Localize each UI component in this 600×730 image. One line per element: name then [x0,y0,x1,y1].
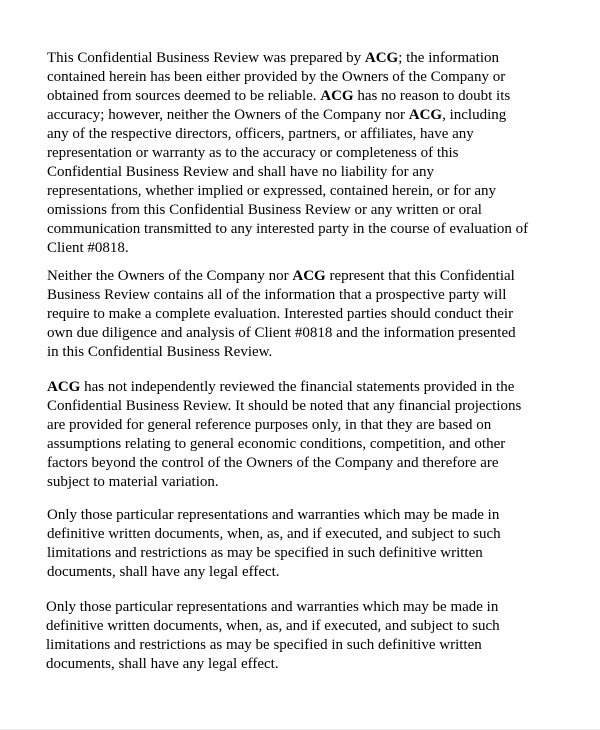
text-line [47,416,521,435]
paragraph-confidentiality-notice [47,49,528,258]
text-run: Confidential Business Review. It should be noted that any financial projections [47,398,522,414]
paragraph-legal-effect-repeat [46,598,500,674]
text-line [46,636,500,655]
text-run: limitations and restrictions as may be specified in such definitive written [47,545,483,561]
bold-text-run: ACG [47,379,81,395]
text-run: representations, whether implied or expressed, contained herein, or for any [47,183,497,199]
text-run: in this Confidential Business Review. [47,344,273,360]
text-run: documents, shall have any legal effect. [47,564,280,580]
text-run: any of the respective directors, officers, partners, or affiliates, have any [47,126,474,142]
text-line [46,598,500,617]
text-line [47,525,501,544]
text-line [47,125,528,144]
paragraph-legal-effect [47,506,501,582]
text-run: definitive written documents, when, as, and if executed, and subject to such [46,618,500,634]
text-line [47,397,521,416]
text-line [47,324,516,343]
text-run: documents, shall have any legal effect. [46,656,279,672]
text-run: Client #0818. [47,240,129,256]
text-line [47,435,521,454]
text-line [47,454,521,473]
text-line [47,378,521,397]
text-run: definitive written documents, when, as, and if executed, and subject to such [47,526,501,542]
text-run: This Confidential Business Review was prepared by [47,50,365,66]
text-line [47,563,501,582]
text-line [47,220,528,239]
text-line [47,182,528,201]
text-run: require to make a complete evaluation. Interested parties should conduct their [47,306,514,322]
text-line [47,239,528,258]
text-line [47,49,528,68]
text-line [47,267,516,286]
text-run: subject to material variation. [47,474,219,490]
text-run: represent that this Confidential [325,268,515,284]
text-line [47,506,501,525]
text-run: has no reason to doubt its [353,88,511,104]
text-line [47,473,521,492]
text-run: contained herein has been either provided by the Owners of the Company or [47,69,506,85]
text-line [47,286,516,305]
text-line [47,68,528,87]
text-run: Confidential Business Review and shall have no liability for any [47,164,435,180]
text-run: Business Review contains all of the information that a prospective party will [47,287,507,303]
text-line [46,617,500,636]
paragraph-no-representation [47,267,516,362]
text-line [47,544,501,563]
text-line [47,343,516,362]
paragraph-financial-statements [47,378,521,492]
text-run: own due diligence and analysis of Client #0818 and the information presented [47,325,516,341]
text-run: omissions from this Confidential Business Review or any written or oral [47,202,482,218]
text-run: Only those particular representations and warranties which may be made in [47,507,500,523]
text-line [46,655,500,674]
text-run: are provided for general reference purposes only, in that they are based on [47,417,492,433]
text-run: , including [442,107,507,123]
text-line [47,106,528,125]
bold-text-run: ACG [408,107,443,123]
text-run: Only those particular representations and warranties which may be made in [46,599,499,615]
bold-text-run: ACG [320,88,354,104]
text-line [47,305,516,324]
text-run: ; the information [398,50,500,66]
bold-text-run: ACG [364,50,399,66]
text-run: assumptions relating to general economic conditions, competition, and other [47,436,506,452]
text-run: has not independently reviewed the financial statements provided in the [80,379,515,395]
text-run: representation or warranty as to the accuracy or completeness of this [47,145,459,161]
text-line [47,201,528,220]
text-run: factors beyond the control of the Owners of the Company and therefore are [47,455,499,471]
text-run: communication transmitted to any interested party in the course of evaluation of [47,221,529,237]
text-line [47,144,528,163]
text-line [47,87,528,106]
text-run: accuracy; however, neither the Owners of the Company nor [47,107,409,123]
text-run: obtained from sources deemed to be reliable. [47,88,321,104]
text-run: limitations and restrictions as may be specified in such definitive written [46,637,482,653]
bold-text-run: ACG [292,268,326,284]
text-run: Neither the Owners of the Company nor [47,268,293,284]
text-line [47,163,528,182]
